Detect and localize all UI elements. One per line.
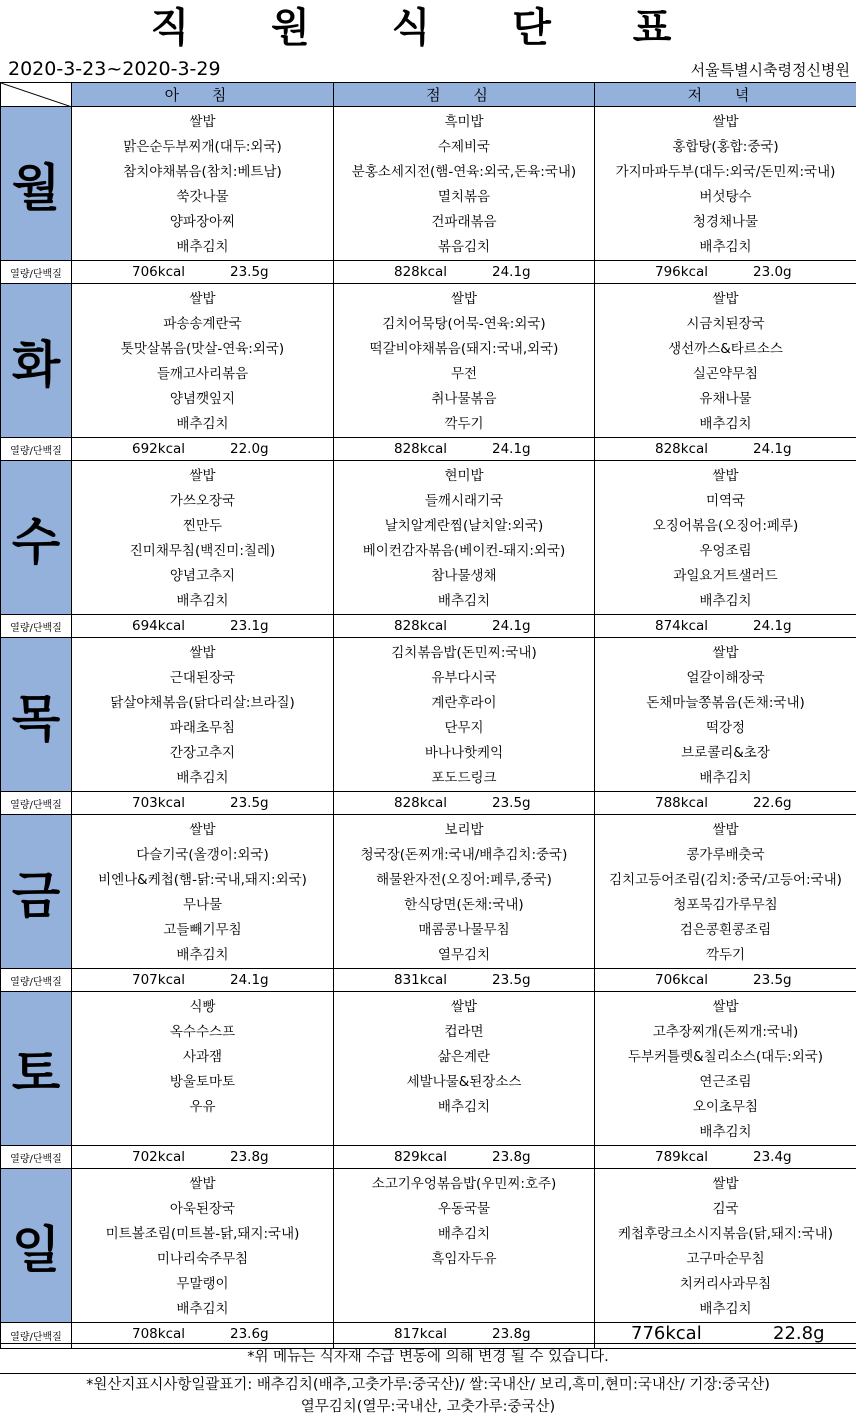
calories-value: 707kcal	[132, 972, 186, 988]
menu-item: 쌀밥	[450, 291, 478, 307]
menu-item: 흑미밥	[444, 114, 484, 130]
nutrition-row	[1, 792, 856, 815]
menu-item: 배추김치	[699, 239, 752, 255]
menu-item: 미나리숙주무침	[156, 1251, 249, 1267]
calories-value: 831kcal	[394, 972, 448, 988]
menu-item: 수제비국	[437, 139, 491, 155]
day-row	[1, 1169, 856, 1323]
menu-item: 맑은순두부찌개(대두:외국)	[123, 139, 282, 155]
lunch-menu-cell	[334, 638, 595, 792]
menu-item: 현미밥	[444, 468, 484, 484]
breakfast-menu-cell	[72, 815, 334, 969]
protein-value: 24.1g	[753, 441, 792, 457]
calories-value: 706kcal	[655, 972, 709, 988]
calories-value: 828kcal	[394, 441, 448, 457]
day-row	[1, 815, 856, 969]
lunch-menu-cell	[334, 1169, 595, 1323]
origin-line-1: *원산지표시사항일괄표기: 배추김치(배추,고춧가루:중국산)/ 쌀:국내산/ 보리,흑미,현미:국내산/ 기장:중국산)	[86, 1377, 770, 1393]
menu-item: 떡강정	[705, 720, 746, 736]
menu-item: 연근조림	[699, 1074, 752, 1090]
menu-item: 김국	[712, 1201, 739, 1217]
menu-item: 실곤약무침	[692, 366, 759, 382]
protein-value: 24.1g	[753, 618, 792, 634]
header-breakfast: 아 침	[72, 83, 334, 107]
menu-item: 찐만두	[182, 518, 223, 534]
menu-item: 들깨시래기국	[424, 493, 504, 509]
breakfast-menu-cell	[72, 638, 334, 792]
calories-value: 828kcal	[394, 618, 448, 634]
day-label: 화	[1, 284, 72, 438]
menu-item: 두부커틀렛&칠리소스(대두:외국)	[627, 1049, 824, 1065]
menu-item: 검은콩흰콩조림	[679, 922, 772, 938]
menu-item: 배추김치	[699, 416, 752, 432]
origin-notice	[0, 1373, 856, 1418]
menu-item: 들깨고사리볶음	[156, 366, 249, 382]
menu-item: 쌀밥	[712, 114, 739, 130]
menu-item: 우동국물	[437, 1201, 491, 1217]
menu-item: 브로콜리&초장	[681, 745, 770, 761]
menu-item: 우유	[189, 1099, 216, 1115]
menu-item: 멸치볶음	[437, 189, 491, 205]
breakfast-nutrition-cell	[72, 969, 334, 992]
menu-item: 청국장(돈찌개:국내/배추김치:중국)	[360, 847, 568, 863]
menu-item: 단무지	[444, 720, 484, 736]
menu-item: 고들빼기무침	[163, 922, 242, 938]
menu-item: 해물완자전(오징어:페루,중국)	[376, 872, 552, 888]
lunch-nutrition-cell	[334, 615, 595, 638]
menu-item: 배추김치	[176, 1301, 229, 1317]
calories-value: 706kcal	[132, 264, 186, 280]
menu-item: 김치볶음밥(돈민찌:국내)	[391, 645, 537, 661]
calories-value: 694kcal	[132, 618, 186, 634]
nutrition-label: 열량/단백질	[1, 261, 72, 284]
menu-item: 오징어볶음(오징어:페루)	[652, 518, 799, 534]
menu-item: 비엔나&케첩(햄-닭:국내,돼지:외국)	[98, 872, 307, 888]
menu-item: 가지마파두부(대두:외국/돈민찌:국내)	[615, 164, 836, 180]
menu-item: 쌀밥	[189, 645, 216, 661]
dinner-nutrition-cell	[595, 438, 856, 461]
menu-item: 버섯탕수	[699, 189, 752, 205]
protein-value: 23.5g	[492, 972, 531, 988]
protein-value: 24.1g	[230, 972, 269, 988]
calories-value: 828kcal	[394, 795, 448, 811]
protein-value: 23.5g	[230, 264, 269, 280]
menu-item: 진미채무침(백진미:칠레)	[129, 543, 276, 559]
breakfast-menu-cell	[72, 1169, 334, 1323]
protein-value: 22.0g	[230, 441, 269, 457]
menu-item: 세발나물&된장소스	[406, 1074, 522, 1090]
menu-item: 쌀밥	[712, 468, 739, 484]
nutrition-label: 열량/단백질	[1, 792, 72, 815]
menu-item: 치커리사과무침	[679, 1276, 772, 1292]
menu-item: 배추김치	[437, 593, 491, 609]
menu-item: 바나나핫케익	[424, 745, 504, 761]
menu-item: 배추김치	[176, 947, 229, 963]
menu-item: 배추김치	[699, 1301, 752, 1317]
breakfast-menu-cell	[72, 284, 334, 438]
calories-value: 788kcal	[655, 795, 709, 811]
menu-item: 쌀밥	[450, 999, 478, 1015]
protein-value: 23.8g	[492, 1326, 531, 1342]
day-row	[1, 638, 856, 792]
menu-item: 근대된장국	[169, 670, 236, 686]
menu-item: 배추김치	[176, 239, 229, 255]
menu-item: 쌀밥	[712, 645, 739, 661]
menu-item: 홍합탕(홍합:중국)	[672, 139, 779, 155]
menu-item: 쌀밥	[712, 822, 739, 838]
menu-item: 배추김치	[176, 593, 229, 609]
dinner-nutrition-cell	[595, 792, 856, 815]
menu-item: 매콤콩나물무침	[418, 922, 510, 938]
menu-item: 쌀밥	[712, 291, 739, 307]
menu-item: 삶은계란	[437, 1049, 491, 1065]
menu-item: 유채나물	[699, 391, 752, 407]
protein-value: 23.8g	[230, 1149, 269, 1165]
header-dinner: 저 녁	[595, 83, 856, 107]
menu-item: 배추김치	[437, 1226, 491, 1242]
breakfast-menu-cell	[72, 107, 334, 261]
lunch-menu-cell	[334, 815, 595, 969]
menu-item: 배추김치	[699, 770, 752, 786]
menu-item: 김치고등어조림(김치:중국/고등어:국내)	[609, 872, 842, 888]
page-title: 직 원 식 단 표	[150, 5, 706, 51]
calories-value: 796kcal	[655, 264, 709, 280]
menu-item: 열무김치	[437, 947, 491, 963]
calories-value: 702kcal	[132, 1149, 186, 1165]
diagonal-line-icon	[1, 83, 72, 107]
calories-value: 789kcal	[655, 1149, 709, 1165]
protein-value: 23.8g	[492, 1149, 531, 1165]
protein-value: 22.6g	[753, 795, 792, 811]
protein-value: 23.5g	[753, 972, 792, 988]
menu-item: 컵라면	[444, 1024, 484, 1040]
menu-item: 계란후라이	[431, 695, 497, 711]
menu-item: 깍두기	[705, 947, 746, 963]
nutrition-row	[1, 969, 856, 992]
day-label: 수	[1, 461, 72, 615]
menu-item: 유부다시국	[431, 670, 497, 686]
nutrition-row	[1, 1146, 856, 1169]
menu-item: 무말랭이	[176, 1276, 229, 1292]
menu-item: 볶음김치	[437, 239, 491, 255]
menu-item: 포도드링크	[431, 770, 497, 786]
menu-item: 배추김치	[437, 1099, 491, 1115]
dinner-nutrition-cell	[595, 1146, 856, 1169]
menu-item: 가쓰오장국	[169, 493, 236, 509]
dinner-menu-cell	[595, 638, 856, 792]
breakfast-nutrition-cell	[72, 261, 334, 284]
lunch-menu-cell	[334, 992, 595, 1146]
lunch-nutrition-cell	[334, 969, 595, 992]
menu-item: 고구마순무침	[686, 1251, 765, 1267]
protein-value: 23.5g	[492, 795, 531, 811]
day-row	[1, 107, 856, 261]
protein-value: 24.1g	[492, 441, 531, 457]
protein-value: 23.5g	[230, 795, 269, 811]
menu-item: 무전	[450, 366, 478, 382]
lunch-menu-cell	[334, 461, 595, 615]
header-row	[1, 83, 856, 107]
lunch-nutrition-cell	[334, 792, 595, 815]
menu-item: 미역국	[705, 493, 746, 509]
dinner-menu-cell	[595, 815, 856, 969]
protein-value: 23.4g	[753, 1149, 792, 1165]
menu-item: 한식당면(돈채:국내)	[404, 897, 524, 913]
calories-value: 703kcal	[132, 795, 186, 811]
protein-value: 23.6g	[230, 1326, 269, 1342]
menu-item: 케첩후랑크소시지볶음(닭,돼지:국내)	[618, 1226, 833, 1242]
calories-value: 828kcal	[655, 441, 709, 457]
day-row	[1, 284, 856, 438]
calories-value: 817kcal	[394, 1326, 448, 1342]
protein-value: 23.0g	[753, 264, 792, 280]
menu-item: 쌀밥	[189, 1176, 216, 1192]
menu-item: 얼갈이해장국	[686, 670, 765, 686]
menu-item: 쌀밥	[189, 291, 216, 307]
breakfast-nutrition-cell	[72, 615, 334, 638]
breakfast-nutrition-cell	[72, 1146, 334, 1169]
dinner-menu-cell	[595, 461, 856, 615]
dinner-nutrition-cell	[595, 969, 856, 992]
menu-item: 흑임자두유	[431, 1251, 497, 1267]
dinner-menu-cell	[595, 284, 856, 438]
menu-item: 쌀밥	[189, 114, 216, 130]
menu-item: 청경채나물	[692, 214, 759, 230]
menu-item: 건파래볶음	[431, 214, 497, 230]
menu-item: 파송송계란국	[163, 316, 242, 332]
menu-item: 옥수수스프	[169, 1024, 236, 1040]
breakfast-nutrition-cell	[72, 438, 334, 461]
nutrition-row	[1, 615, 856, 638]
menu-item: 배추김치	[699, 593, 752, 609]
lunch-nutrition-cell	[334, 438, 595, 461]
dinner-nutrition-cell	[595, 261, 856, 284]
menu-item: 시금치된장국	[686, 316, 765, 332]
breakfast-nutrition-cell	[72, 792, 334, 815]
menu-item: 베이컨감자볶음(베이컨-돼지:외국)	[362, 543, 566, 559]
menu-item: 청포묵김가루무침	[673, 897, 778, 913]
menu-item: 과일요거트샐러드	[673, 568, 778, 584]
nutrition-label: 열량/단백질	[1, 615, 72, 638]
menu-item: 김치어묵탕(어묵-연육:외국)	[382, 316, 546, 332]
protein-value: 22.8g	[773, 1323, 825, 1344]
menu-item: 톳맛살볶음(맛살-연육:외국)	[120, 341, 285, 357]
menu-item: 양파장아찌	[169, 214, 236, 230]
menu-item: 간장고추지	[169, 745, 236, 761]
day-label: 목	[1, 638, 72, 792]
menu-item: 쌀밥	[712, 999, 739, 1015]
nutrition-label: 열량/단백질	[1, 438, 72, 461]
menu-item: 콩가루배춧국	[686, 847, 765, 863]
calories-value: 874kcal	[655, 618, 709, 634]
lunch-menu-cell	[334, 107, 595, 261]
nutrition-label: 열량/단백질	[1, 969, 72, 992]
day-label: 토	[1, 992, 72, 1146]
menu-item: 식빵	[189, 999, 216, 1015]
protein-value: 23.1g	[230, 618, 269, 634]
menu-item: 분홍소세지전(햄-연육:외국,돈육:국내)	[351, 164, 577, 180]
dinner-menu-cell	[595, 992, 856, 1146]
breakfast-menu-cell	[72, 992, 334, 1146]
menu-item: 무나물	[182, 897, 223, 913]
dinner-menu-cell	[595, 1169, 856, 1323]
protein-value: 24.1g	[492, 264, 531, 280]
menu-table	[0, 82, 856, 1349]
hospital-name: 서울특별시축령정신병원	[690, 61, 850, 79]
lunch-nutrition-cell	[334, 1146, 595, 1169]
menu-item: 고추장찌개(돈찌개:국내)	[652, 1024, 799, 1040]
menu-item: 배추김치	[699, 1124, 752, 1140]
calories-value: 828kcal	[394, 264, 448, 280]
calories-value: 692kcal	[132, 441, 186, 457]
breakfast-menu-cell	[72, 461, 334, 615]
nutrition-row	[1, 438, 856, 461]
menu-item: 아욱된장국	[169, 1201, 236, 1217]
menu-item: 양념고추지	[169, 568, 236, 584]
change-notice: *위 메뉴는 식자재 수급 변동에 의해 변경 될 수 있습니다.	[0, 1343, 856, 1371]
day-label: 금	[1, 815, 72, 969]
nutrition-label: 열량/단백질	[1, 1146, 72, 1169]
menu-item: 참나물생채	[431, 568, 497, 584]
menu-item: 닭살야채볶음(닭다리살:브라질)	[110, 695, 295, 711]
menu-item: 배추김치	[176, 416, 229, 432]
nutrition-label: 열량/단백질	[1, 1323, 72, 1349]
menu-item: 오이초무침	[692, 1099, 759, 1115]
header-lunch: 점 심	[334, 83, 595, 107]
menu-item: 소고기우엉볶음밥(우민찌:호주)	[371, 1176, 557, 1192]
origin-line-2: 열무김치(열무:국내산, 고춧가루:중국산)	[300, 1399, 556, 1415]
menu-item: 보리밥	[444, 822, 484, 838]
corner-cell	[1, 83, 72, 107]
menu-item: 깍두기	[444, 416, 484, 432]
day-row	[1, 992, 856, 1146]
date-range: 2020-3-23~2020-3-29	[8, 58, 221, 80]
menu-item: 쌀밥	[189, 468, 216, 484]
nutrition-row	[1, 261, 856, 284]
menu-item: 생선까스&타르소스	[668, 341, 783, 357]
protein-value: 24.1g	[492, 618, 531, 634]
menu-item: 참치야채볶음(참치:베트남)	[123, 164, 282, 180]
dinner-nutrition-cell	[595, 615, 856, 638]
menu-item: 미트볼조림(미트볼-닭,돼지:국내)	[105, 1226, 300, 1242]
calories-value: 776kcal	[631, 1323, 702, 1344]
day-row	[1, 461, 856, 615]
menu-item: 돈채마늘쫑볶음(돈채:국내)	[646, 695, 805, 711]
menu-item: 쌀밥	[189, 822, 216, 838]
menu-item: 취나물볶음	[431, 391, 497, 407]
lunch-nutrition-cell	[334, 261, 595, 284]
menu-item: 사과잼	[182, 1049, 223, 1065]
dinner-menu-cell	[595, 107, 856, 261]
lunch-menu-cell	[334, 284, 595, 438]
menu-item: 배추김치	[176, 770, 229, 786]
menu-item: 날치알계란찜(날치알:외국)	[384, 518, 544, 534]
menu-item: 파래초무침	[169, 720, 236, 736]
menu-item: 양념깻잎지	[169, 391, 236, 407]
menu-item: 우엉조림	[699, 543, 752, 559]
menu-item: 방울토마토	[169, 1074, 236, 1090]
menu-item: 쑥갓나물	[176, 189, 229, 205]
menu-item: 쌀밥	[712, 1176, 739, 1192]
day-label: 일	[1, 1169, 72, 1323]
menu-item: 다슬기국(올갱이:외국)	[136, 847, 269, 863]
calories-value: 829kcal	[394, 1149, 448, 1165]
day-label: 월	[1, 107, 72, 261]
menu-item: 떡갈비야채볶음(돼지:국내,외국)	[369, 341, 559, 357]
calories-value: 708kcal	[132, 1326, 186, 1342]
